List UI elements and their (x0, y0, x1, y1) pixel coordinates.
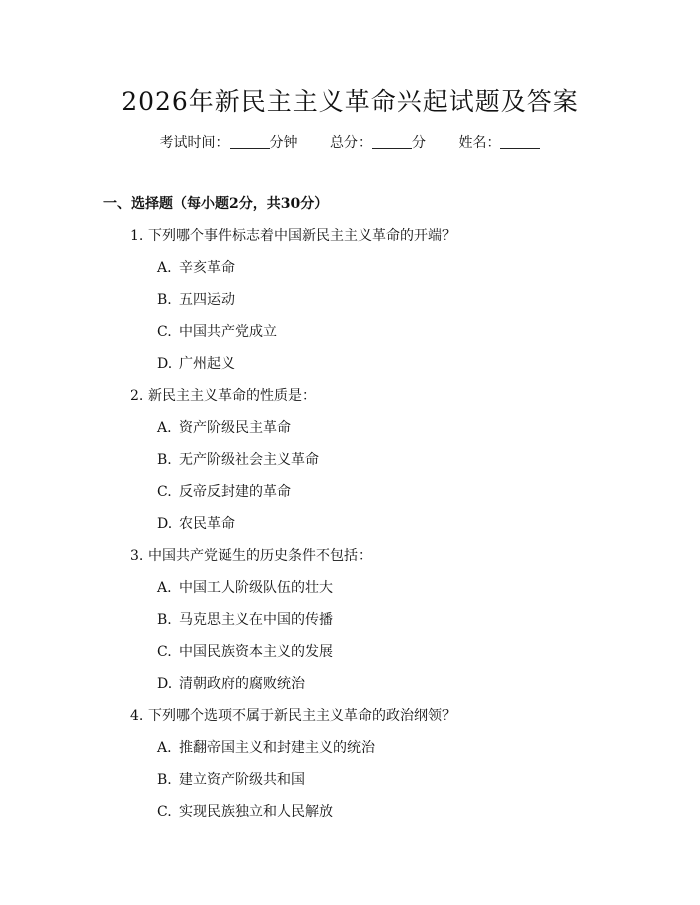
time-label: 考试时间： (159, 135, 230, 151)
student-name (458, 132, 540, 152)
option-letter: B. (157, 612, 172, 628)
option-2d (157, 513, 235, 533)
option-text: 建立资产阶级共和国 (179, 772, 305, 788)
option-2b (157, 449, 319, 469)
option-letter: B. (157, 772, 172, 788)
question-text: 下列哪个事件标志着中国新民主主义革命的开端？ (148, 228, 456, 244)
option-letter: D. (157, 676, 173, 692)
question-text: 新民主主义革命的性质是： (148, 388, 316, 404)
question-3 (130, 545, 372, 565)
option-3d (157, 673, 305, 693)
question-number: 3. (130, 548, 144, 564)
exam-meta (0, 132, 700, 152)
option-letter: C. (157, 804, 172, 820)
name-blank (500, 147, 540, 149)
option-text: 反帝反封建的革命 (179, 484, 291, 500)
option-text: 广州起义 (179, 356, 235, 372)
option-1a (157, 257, 235, 277)
option-3b (157, 609, 333, 629)
option-letter: C. (157, 324, 172, 340)
option-1c (157, 321, 277, 341)
option-letter: A. (157, 260, 172, 276)
option-text: 清朝政府的腐败统治 (179, 676, 305, 692)
question-text: 下列哪个选项不属于新民主主义革命的政治纲领？ (148, 708, 456, 724)
question-number: 4. (130, 708, 144, 724)
time-unit: 分钟 (269, 135, 298, 151)
option-letter: A. (157, 420, 172, 436)
option-letter: C. (157, 644, 172, 660)
score-blank (372, 147, 412, 149)
option-letter: D. (157, 516, 173, 532)
option-text: 五四运动 (179, 292, 235, 308)
option-text: 中国共产党成立 (179, 324, 277, 340)
exam-time (160, 132, 298, 152)
option-letter: A. (157, 740, 172, 756)
option-4c (157, 801, 333, 821)
option-4b (157, 769, 305, 789)
option-text: 辛亥革命 (179, 260, 235, 276)
option-text: 农民革命 (179, 516, 235, 532)
question-1 (130, 225, 456, 245)
option-3a (157, 577, 333, 597)
option-letter: D. (157, 356, 173, 372)
option-letter: C. (157, 484, 172, 500)
section-heading: 一、选择题（每小题2分，共30分） (103, 196, 329, 212)
question-number: 1. (130, 228, 144, 244)
question-2 (130, 385, 316, 405)
page-title: 2026年新民主主义革命兴起试题及答案 (121, 87, 579, 116)
total-score (330, 132, 426, 152)
question-4 (130, 705, 456, 725)
question-number: 2. (130, 388, 144, 404)
option-text: 实现民族独立和人民解放 (179, 804, 333, 820)
option-1d (157, 353, 235, 373)
option-text: 无产阶级社会主义革命 (179, 452, 319, 468)
option-letter: A. (157, 580, 172, 596)
score-label: 总分： (330, 135, 372, 151)
question-text: 中国共产党诞生的历史条件不包括： (148, 548, 372, 564)
option-2c (157, 481, 291, 501)
name-label: 姓名： (458, 135, 501, 151)
option-2a (157, 417, 291, 437)
option-text: 中国工人阶级队伍的壮大 (179, 580, 333, 596)
time-blank (230, 147, 270, 149)
option-letter: B. (157, 292, 172, 308)
option-4a (157, 737, 375, 757)
option-letter: B. (157, 452, 172, 468)
option-1b (157, 289, 235, 309)
option-text: 推翻帝国主义和封建主义的统治 (179, 740, 375, 756)
option-text: 中国民族资本主义的发展 (179, 644, 333, 660)
option-3c (157, 641, 333, 661)
score-unit: 分 (412, 135, 426, 151)
option-text: 资产阶级民主革命 (179, 420, 291, 436)
option-text: 马克思主义在中国的传播 (179, 612, 333, 628)
